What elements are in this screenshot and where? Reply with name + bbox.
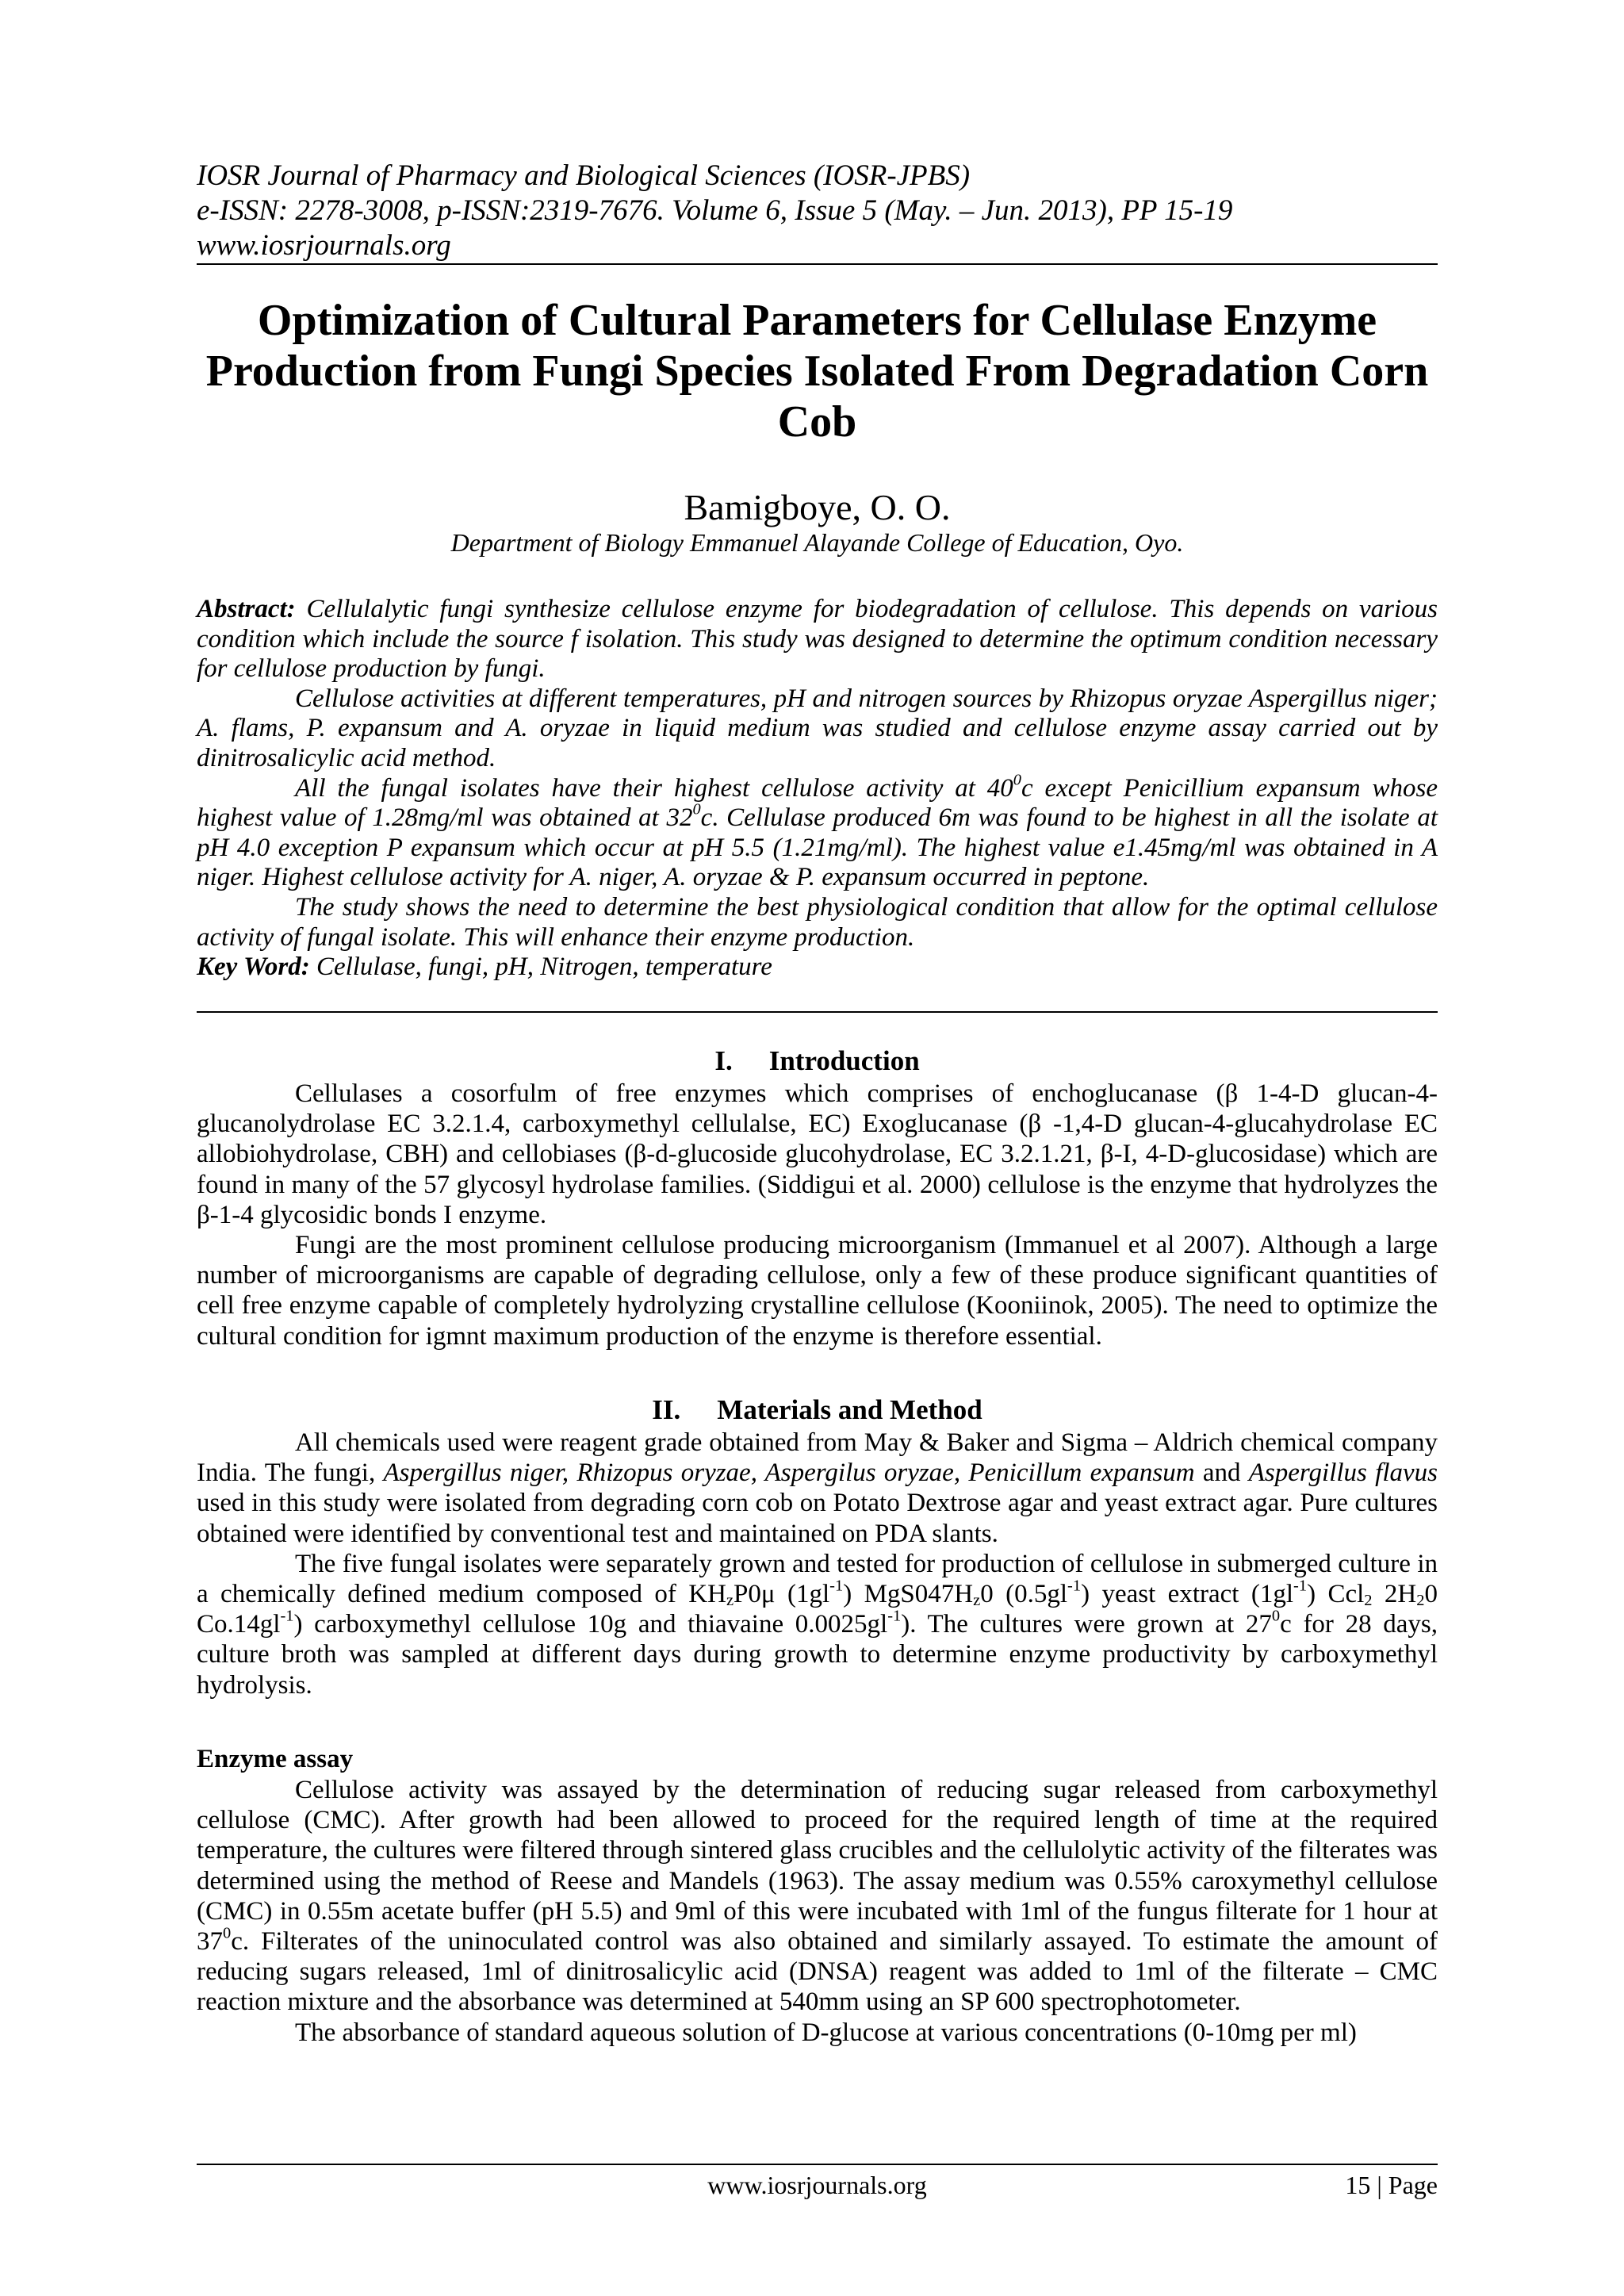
section-heading-introduction: [197, 1044, 1438, 1079]
author-affiliation: Department of Biology Emmanuel Alayande College of Education, Oyo.: [450, 528, 1184, 557]
species-list: Aspergillus niger, Rhizopus oryzae, Aspergilus oryzae, Penicillum expansum: [383, 1458, 1195, 1488]
header-rule: [197, 263, 1438, 265]
abstract-paragraph-3: All the fungal isolates have their highest cellulose activity at $40^0c$ except Penicillium expansum whose highest value of 1.28mg/ml was obtained at $32^0c$. Cellulase produced 6m was found to be highest in all the isolate at pH 4.0 exception P expansum which occur at pH 5.5 (1.21mg/ml). The highest value e1.45mg/ml was obtained in A niger. Highest cellulose activity for A. niger, A. oryzae & P. expansum occurred in peptone.: [197, 771, 1438, 892]
methods-body: [197, 1428, 1438, 1700]
abstract-paragraph-4: The study shows the need to determine the best physiological condition that allow for the optimal cellulose activity of fungal isolate. This will enhance their enzyme production.: [197, 892, 1438, 952]
methods-paragraph-1: All chemicals used were reagent grade obtained from May & Baker and Sigma – Aldrich chemical company India. The fungi, Aspergillus niger, Rhizopus oryzae, Aspergilus oryzae, Penicillum expansum and Aspergillus flavus used in this study were isolated from degrading corn cob on Potato Dextrose agar and yeast extract agar. Pure cultures obtained were identified by conventional test and maintained on PDA slants.: [197, 1428, 1438, 1548]
intro-paragraph-2: Fungi are the most prominent cellulose producing microorganism (Immanuel et al 2007). Although a large number of microorganisms are capable of degrading cellulose, only a few of these produce significant quantities of cell free enzyme capable of completely hydrolyzing crystalline cellulose (Kooniinok, 2005). The need to optimize the cultural condition for igmnt maximum production of the enzyme is therefore essential.: [197, 1231, 1438, 1351]
abstract: [197, 595, 1438, 983]
subheading-enzyme-assay: Enzyme assay: [197, 1745, 354, 1773]
paper-title: Optimization of Cultural Parameters for Cellulase Enzyme Production from Fungi Species Isolated From Degradation Corn Cob: [205, 296, 1429, 447]
abstract-label: Abstract:: [197, 595, 296, 623]
species-flavus: Aspergillus flavus: [1248, 1458, 1438, 1488]
methods-paragraph-2: The five fungal isolates were separately grown and tested for production of cellulose in submerged culture in a chemically defined medium composed of $KH_zP0\mu$ $(1gl^{-1})$ $MgS047H_z0$ $(0.5gl^{-1})$ yeast extract $(1gl^{-1})$ Ccl$_2$ $2H_20$ $Co.14gl^{-1}$) carboxymethyl cellulose 10g and thiavaine $0.0025gl^{-1}$). The cultures were grown at $27^0c$ for 28 days, culture broth was sampled at different days during growth to determine enzyme productivity by carboxymethyl hydrolysis.: [197, 1549, 1438, 1700]
section-title: Materials and Method: [717, 1394, 982, 1425]
assay-body: [197, 1775, 1438, 2048]
footer-website: www.iosrjournals.org: [707, 2171, 927, 2199]
journal-header: [197, 159, 1438, 263]
abstract-paragraph-2: Cellulose activities at different temperatures, pH and nitrogen sources by Rhizopus oryzae Aspergillus niger; A. flams, P. expansum and A. oryzae in liquid medium was studied and cellulose enzyme assay carried out by dinitrosalicylic acid method.: [197, 684, 1438, 772]
assay-paragraph-1: Cellulose activity was assayed by the determination of reducing sugar released from carboxymethyl cellulose (CMC). After growth had been allowed to proceed for the required length of time at the required temperature, the cultures were filtered through sintered glass crucibles and the cellulolytic activity of the filterates was determined using the method of Reese and Mandels (1963). The assay medium was 0.55% caroxymethyl cellulose (CMC) in 0.55m acetate buffer (pH 5.5) and 9ml of this were incubated with 1ml of the fungus filterate for 1 hour at $37^0c$. Filterates of the uninoculated control was also obtained and similarly assayed. To estimate the amount of reducing sugars released, 1ml of dinitrosalicylic acid (DNSA) reagent was added to 1ml of the filterate – CMC reaction mixture and the absorbance was determined at 540mm using an SP 600 spectrophotometer.: [197, 1776, 1438, 2017]
section-number: II.: [652, 1394, 681, 1425]
keywords-label: Key Word:: [197, 953, 310, 982]
intro-paragraph-1: Cellulases a cosorfulm of free enzymes which comprises of enchoglucanase (β 1-4-D glucan-4-glucanolydrolase EC 3.2.1.4, carboxymethyl cellulalse, EC) Exoglucanase (β -1,4-D glucan-4-glucahydrolase EC allobiohydrolase, CBH) and cellobiases (β-d-glucoside glucohydrolase, EC 3.2.1.21, β-I, 4-D-glucosidase) which are found in many of the 57 glycosyl hydrolase families. (Siddigui et al. 2000) cellulose is the enzyme that hydrolyzes the β-1-4 glycosidic bonds I enzyme.: [197, 1079, 1438, 1229]
keywords: [197, 953, 1438, 983]
page-number: 15 | Page: [1345, 2171, 1438, 2199]
abstract-rule: [197, 1011, 1438, 1013]
footer-rule: [197, 2164, 1438, 2165]
journal-issn: e-ISSN: 2278-3008, p-ISSN:2319-7676. Volume 6, Issue 5 (May. – Jun. 2013), PP 15-19: [197, 194, 1233, 227]
assay-paragraph-2: The absorbance of standard aqueous solution of D-glucose at various concentrations (0-10mg per ml): [295, 2018, 1357, 2047]
keywords-list: Cellulase, fungi, pH, Nitrogen, temperature: [316, 953, 772, 982]
section-title: Introduction: [768, 1045, 920, 1076]
introduction-body: [197, 1079, 1438, 1351]
journal-website: www.iosrjournals.org: [197, 229, 451, 262]
section-number: I.: [714, 1045, 733, 1076]
author-name: Bamigboye, O. O.: [684, 487, 951, 527]
journal-name: IOSR Journal of Pharmacy and Biological Sciences (IOSR-JPBS): [197, 159, 971, 192]
abstract-paragraph-1: Abstract: Cellulalytic fungi synthesize cellulose enzyme for biodegradation of cellulose. This depends on various condition which include the source f isolation. This study was designed to determine the optimum condition necessary for cellulose production by fungi.: [197, 595, 1438, 684]
section-heading-methods: [197, 1393, 1438, 1428]
